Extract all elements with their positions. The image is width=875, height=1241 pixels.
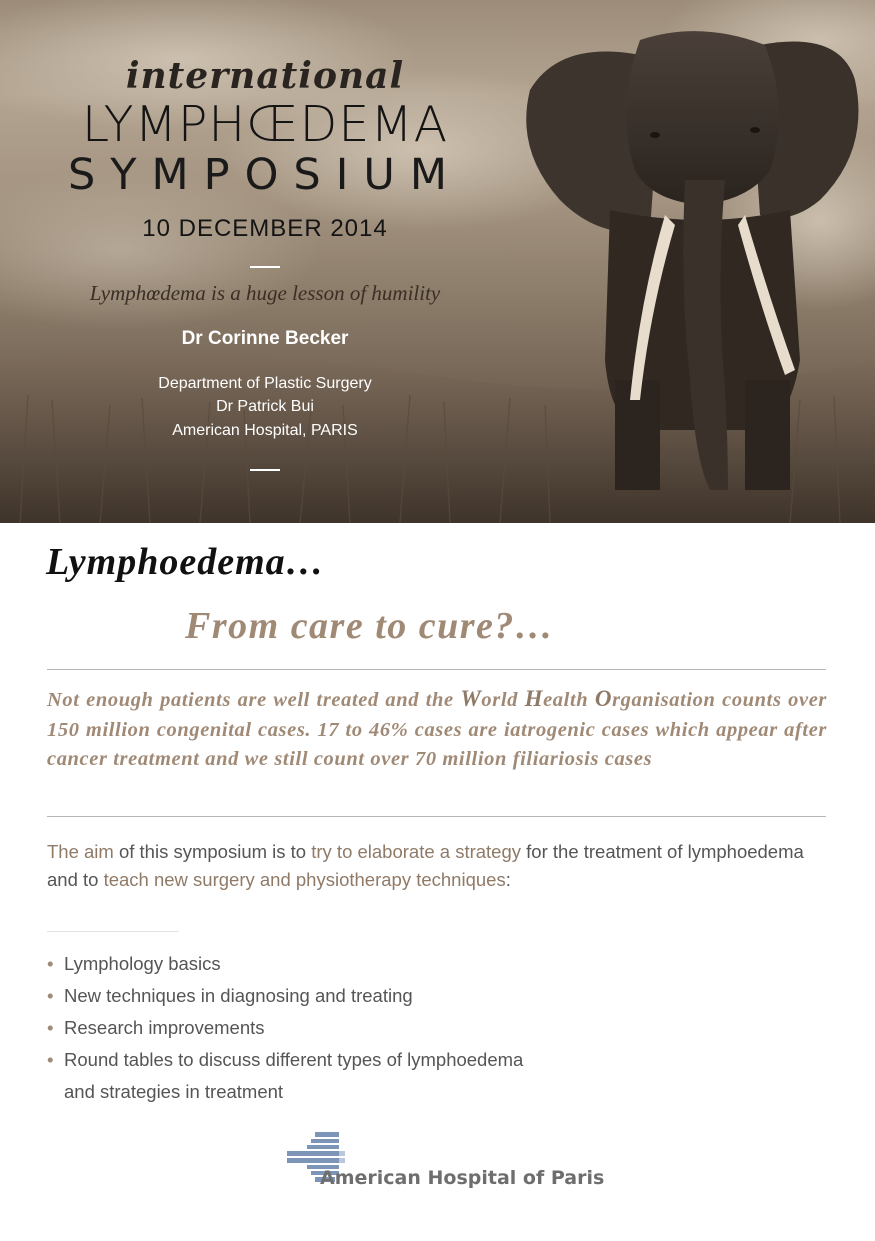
list-item: • New techniques in diagnosing and treating	[47, 980, 747, 1012]
bullet-icon: •	[47, 985, 54, 1006]
hero-text-block	[0, 0, 530, 523]
divider-rule	[47, 669, 826, 670]
list-item: • Round tables to discuss different types of lymphoedema and strategies in treatment	[47, 1044, 747, 1108]
event-date: 10 DECEMBER 2014	[142, 215, 388, 242]
colleague-name: Dr Patrick Bui	[216, 398, 314, 415]
sub-heading: From care to cure?…	[185, 605, 555, 647]
aim-paragraph: The aim of this symposium is to try to elaborate a strategy for the treatment of lymphoedema and to teach new surgery and physiotherapy techniques:	[47, 841, 804, 890]
intro-paragraph: Not enough patients are well treated and the World Health Organisation counts over 150 million congenital cases. 17 to 46% cases are iatrogenic cases which appear after cancer treatment and we still count over 70 million filiariosis cases	[47, 686, 827, 770]
bullet-icon: •	[47, 1017, 54, 1038]
hospital-logo-text: American Hospital of Paris	[320, 1167, 605, 1189]
divider-dash	[250, 469, 280, 471]
title-symposium: SYMPOSIUM	[68, 150, 462, 200]
title-international: international	[125, 55, 405, 97]
divider-dash	[250, 266, 280, 268]
divider-rule	[47, 816, 826, 817]
short-divider	[47, 931, 179, 932]
main-heading: Lymphoedema…	[46, 541, 325, 583]
hero-banner	[0, 0, 875, 523]
list-item: • Research improvements	[47, 1012, 747, 1044]
bullet-icon: •	[47, 953, 54, 974]
hospital-location: American Hospital, PARIS	[172, 422, 358, 439]
topics-list	[47, 948, 747, 1108]
bullet-icon: •	[47, 1049, 54, 1070]
list-item: • Lymphology basics	[47, 948, 747, 980]
speaker-name: Dr Corinne Becker	[181, 328, 349, 349]
department-name: Department of Plastic Surgery	[158, 375, 372, 392]
tagline-quote: Lymphœdema is a huge lesson of humility	[89, 281, 441, 305]
hospital-cross-logo-icon	[285, 1130, 605, 1200]
title-lymphoedema: LYMPHŒDEMA	[81, 96, 449, 153]
